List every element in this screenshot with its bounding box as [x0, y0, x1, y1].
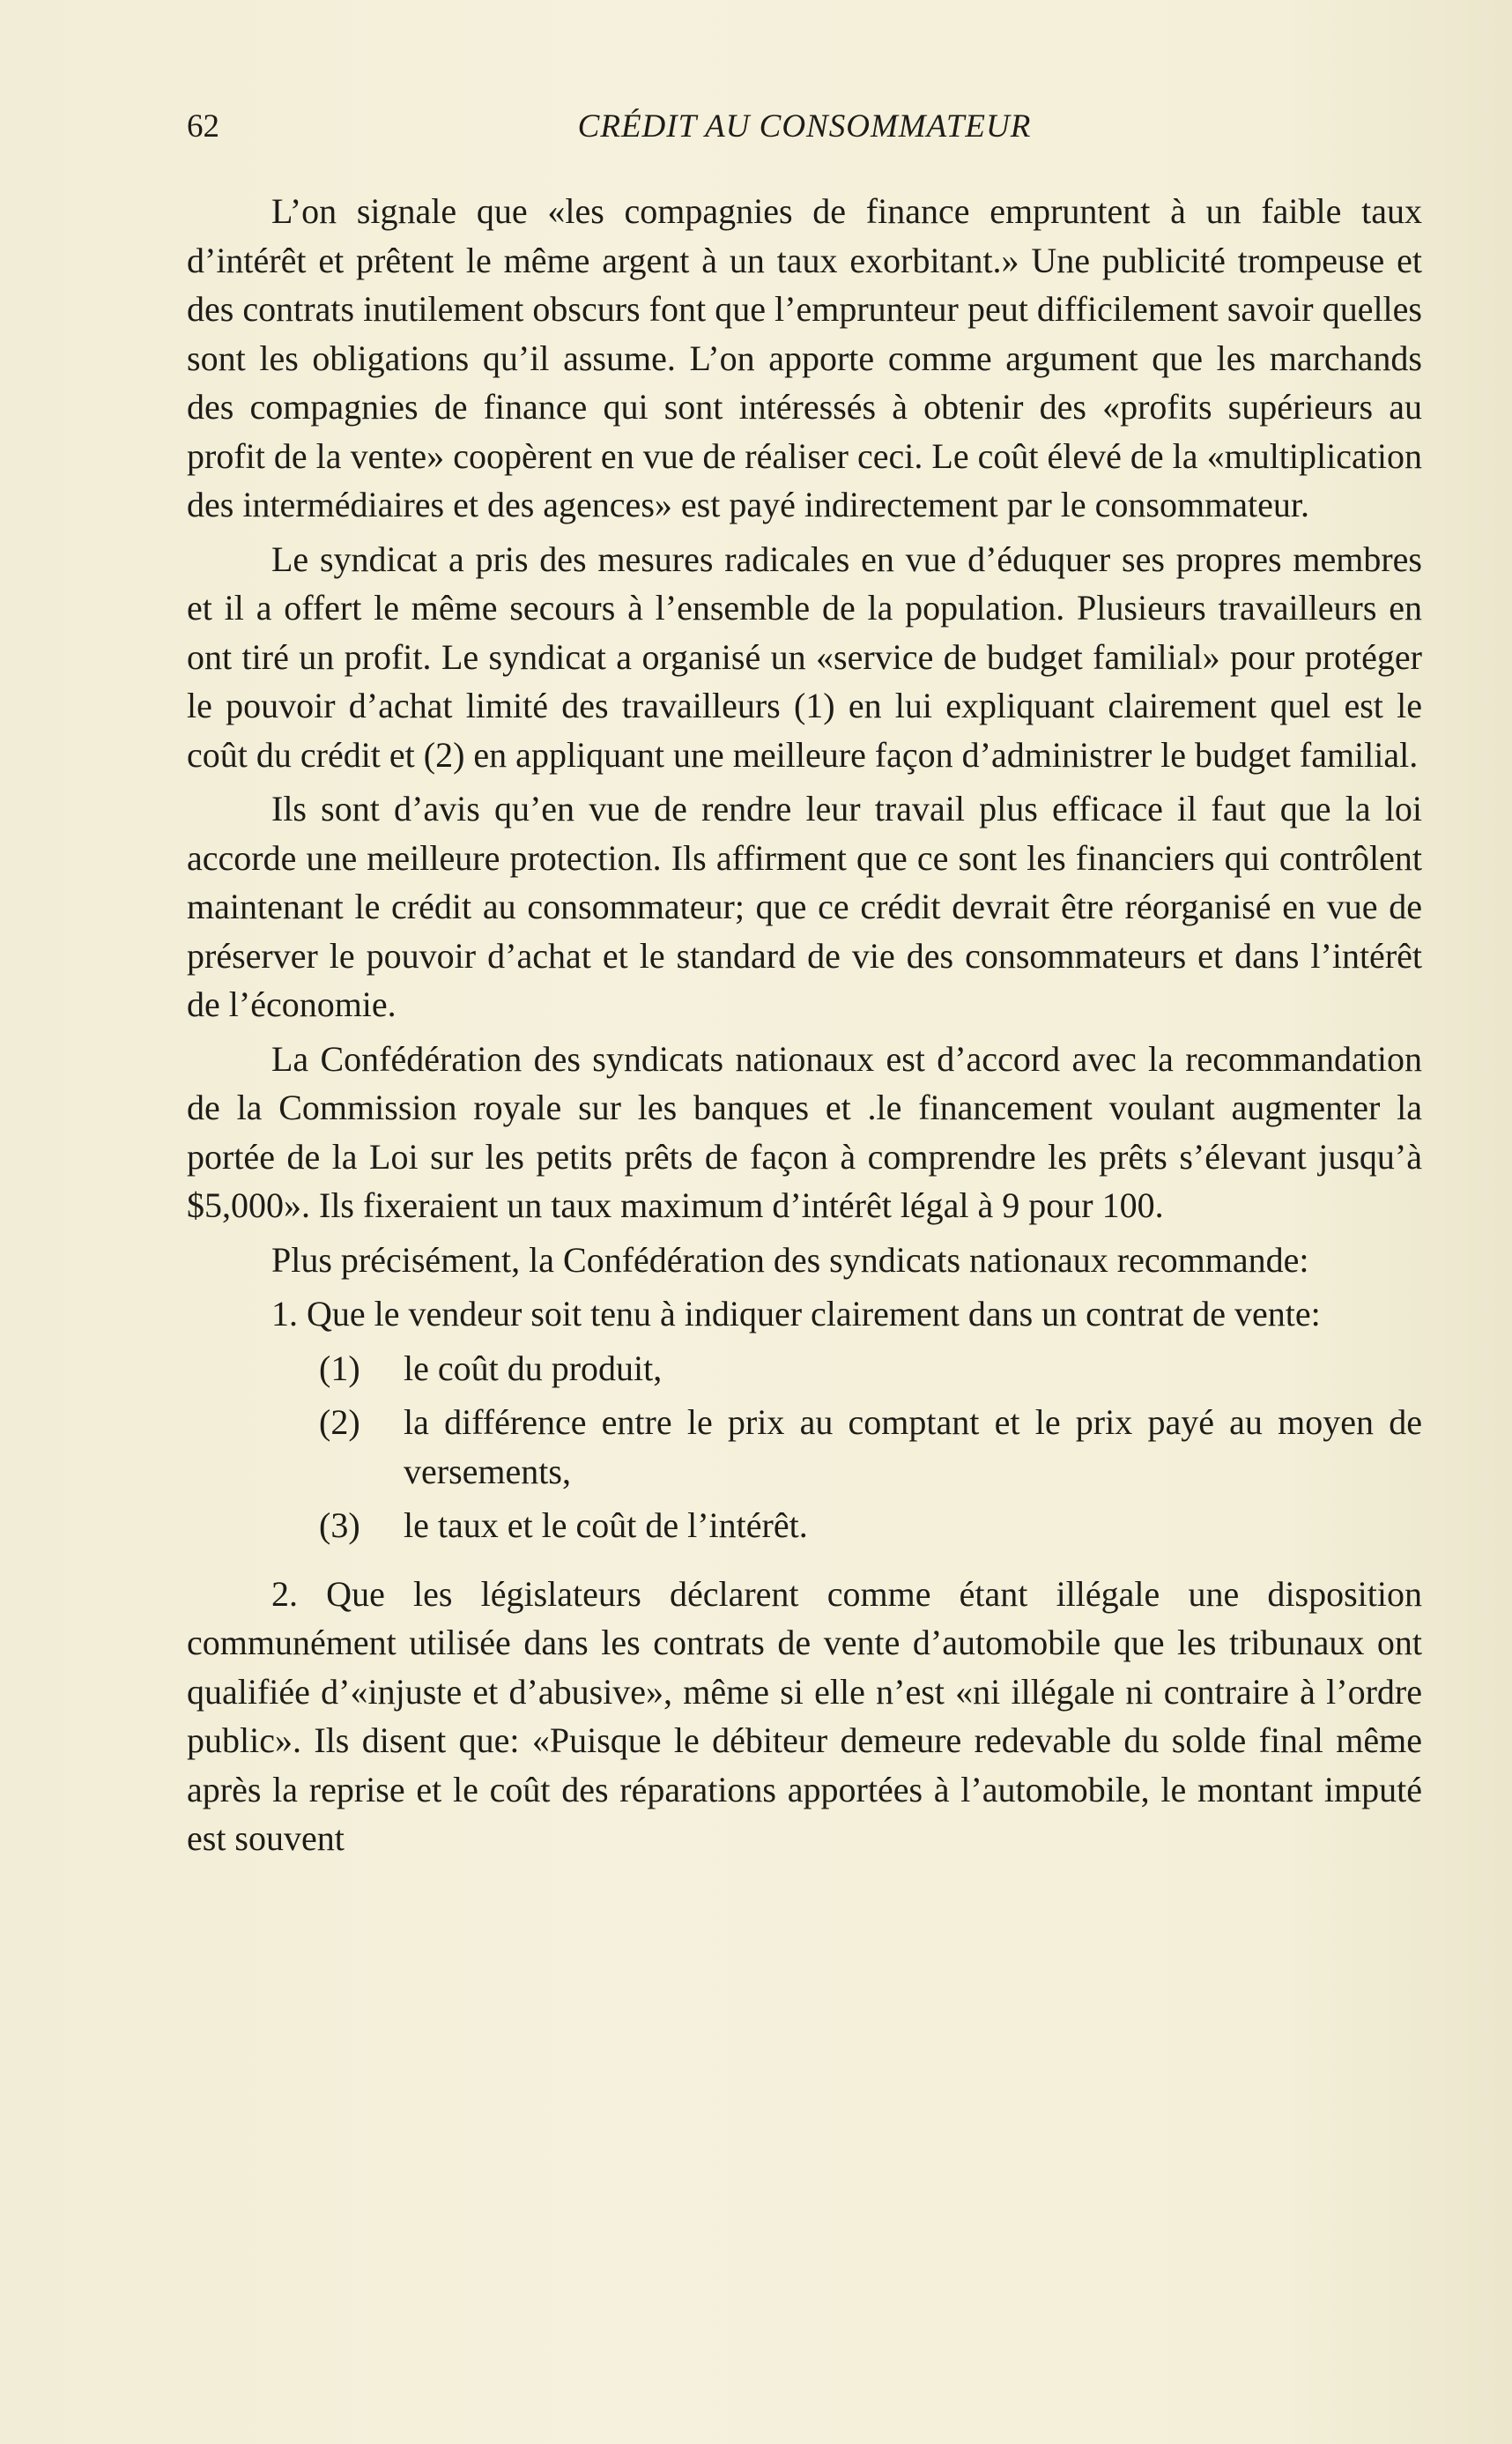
paragraph-union-measures: Le syndicat a pris des mesures radicales en vue d’éduquer ses propres membres et il a offert le même secours à l’ensemble de la population. Plusieurs travailleurs en ont tiré un profit. Le syndicat a organisé un «service de budget familial» pour protéger le pouvoir d’achat limité des travailleurs (1) en lui expliquant clairement quel est le coût du crédit et (2) en appliquant une meilleure façon d’administrer le budget familial. — [187, 539, 1422, 775]
paragraph-law-protection: Ils sont d’avis qu’en vue de rendre leur travail plus efficace il faut que la loi accorde une meilleure protection. Ils affirment que ce sont les financiers qui contrôlent maintenant le crédit au consommateur; que ce crédit devrait être réorganisé en vue de préserver le pouvoir d’achat et le standard de vie des consommateurs et dans l’intérêt de l’économie. — [187, 789, 1422, 1024]
list-item-text: le coût du produit, — [404, 1348, 663, 1388]
list-item — [187, 1398, 1422, 1496]
paragraph-recommendation-intro: Plus précisément, la Confédération des syndicats nationaux recommande: — [271, 1239, 1309, 1280]
list-item — [187, 1344, 1422, 1393]
list-item-text: le taux et le coût de l’intérêt. — [404, 1505, 808, 1545]
paragraph-recommendation-1: 1. Que le vendeur soit tenu à indiquer clairement dans un contrat de vente: — [271, 1294, 1321, 1333]
sales-contract-list — [187, 1344, 1422, 1550]
list-item-text: la différence entre le prix au comptant et le prix payé au moyen de versements, — [404, 1402, 1422, 1491]
running-title: CRÉDIT AU CONSOMMATEUR — [577, 108, 1032, 145]
paragraph-confederation-agreement: La Confédération des syndicats nationaux est d’accord avec la recommandation de la Commission royale sur les banques et .le financement voulant augmenter la portée de la Loi sur les petits prêts de façon à comprendre les prêts s’élevant jusqu’à $5,000». Ils fixeraient un taux maximum d’intérêt légal à 9 pour 100. — [187, 1038, 1422, 1225]
list-item-number: (2) — [319, 1402, 360, 1442]
paragraph-recommendation-2: 2. Que les législateurs déclarent comme étant illégale une disposition communément utilisée dans les contrats de vente d’automobile que les tribunaux ont qualifiée d’«injuste et d’abusive», même si elle n’est «ni illégale ni contraire à l’ordre public». Ils disent que: «Puisque le débiteur demeure redevable du solde final même après la reprise et le coût des réparations apportées à l’automobile, le montant imputé est souvent — [187, 1573, 1422, 1858]
page-header — [187, 108, 1422, 152]
list-item — [187, 1501, 1422, 1550]
list-item-number: (3) — [319, 1505, 360, 1545]
body-text — [187, 187, 1422, 1868]
paragraph-finance-companies: L’on signale que «les compagnies de finance empruntent à un faible taux d’intérêt et prêtent le même argent à un taux exorbitant.» Une publicité trompeuse et des contrats inutilement obscurs font que l’emprunteur peut difficilement savoir quelles sont les obligations qu’il assume. L’on apporte comme argument que les marchands des compagnies de finance qui sont intéressés à obtenir des «profits supérieurs au profit de la vente» coopèrent en vue de réaliser ceci. Le coût élevé de la «multiplication des intermédiaires et des agences» est payé indirectement par le consommateur. — [187, 191, 1422, 524]
list-item-number: (1) — [319, 1348, 360, 1388]
page-number: 62 — [187, 108, 219, 145]
